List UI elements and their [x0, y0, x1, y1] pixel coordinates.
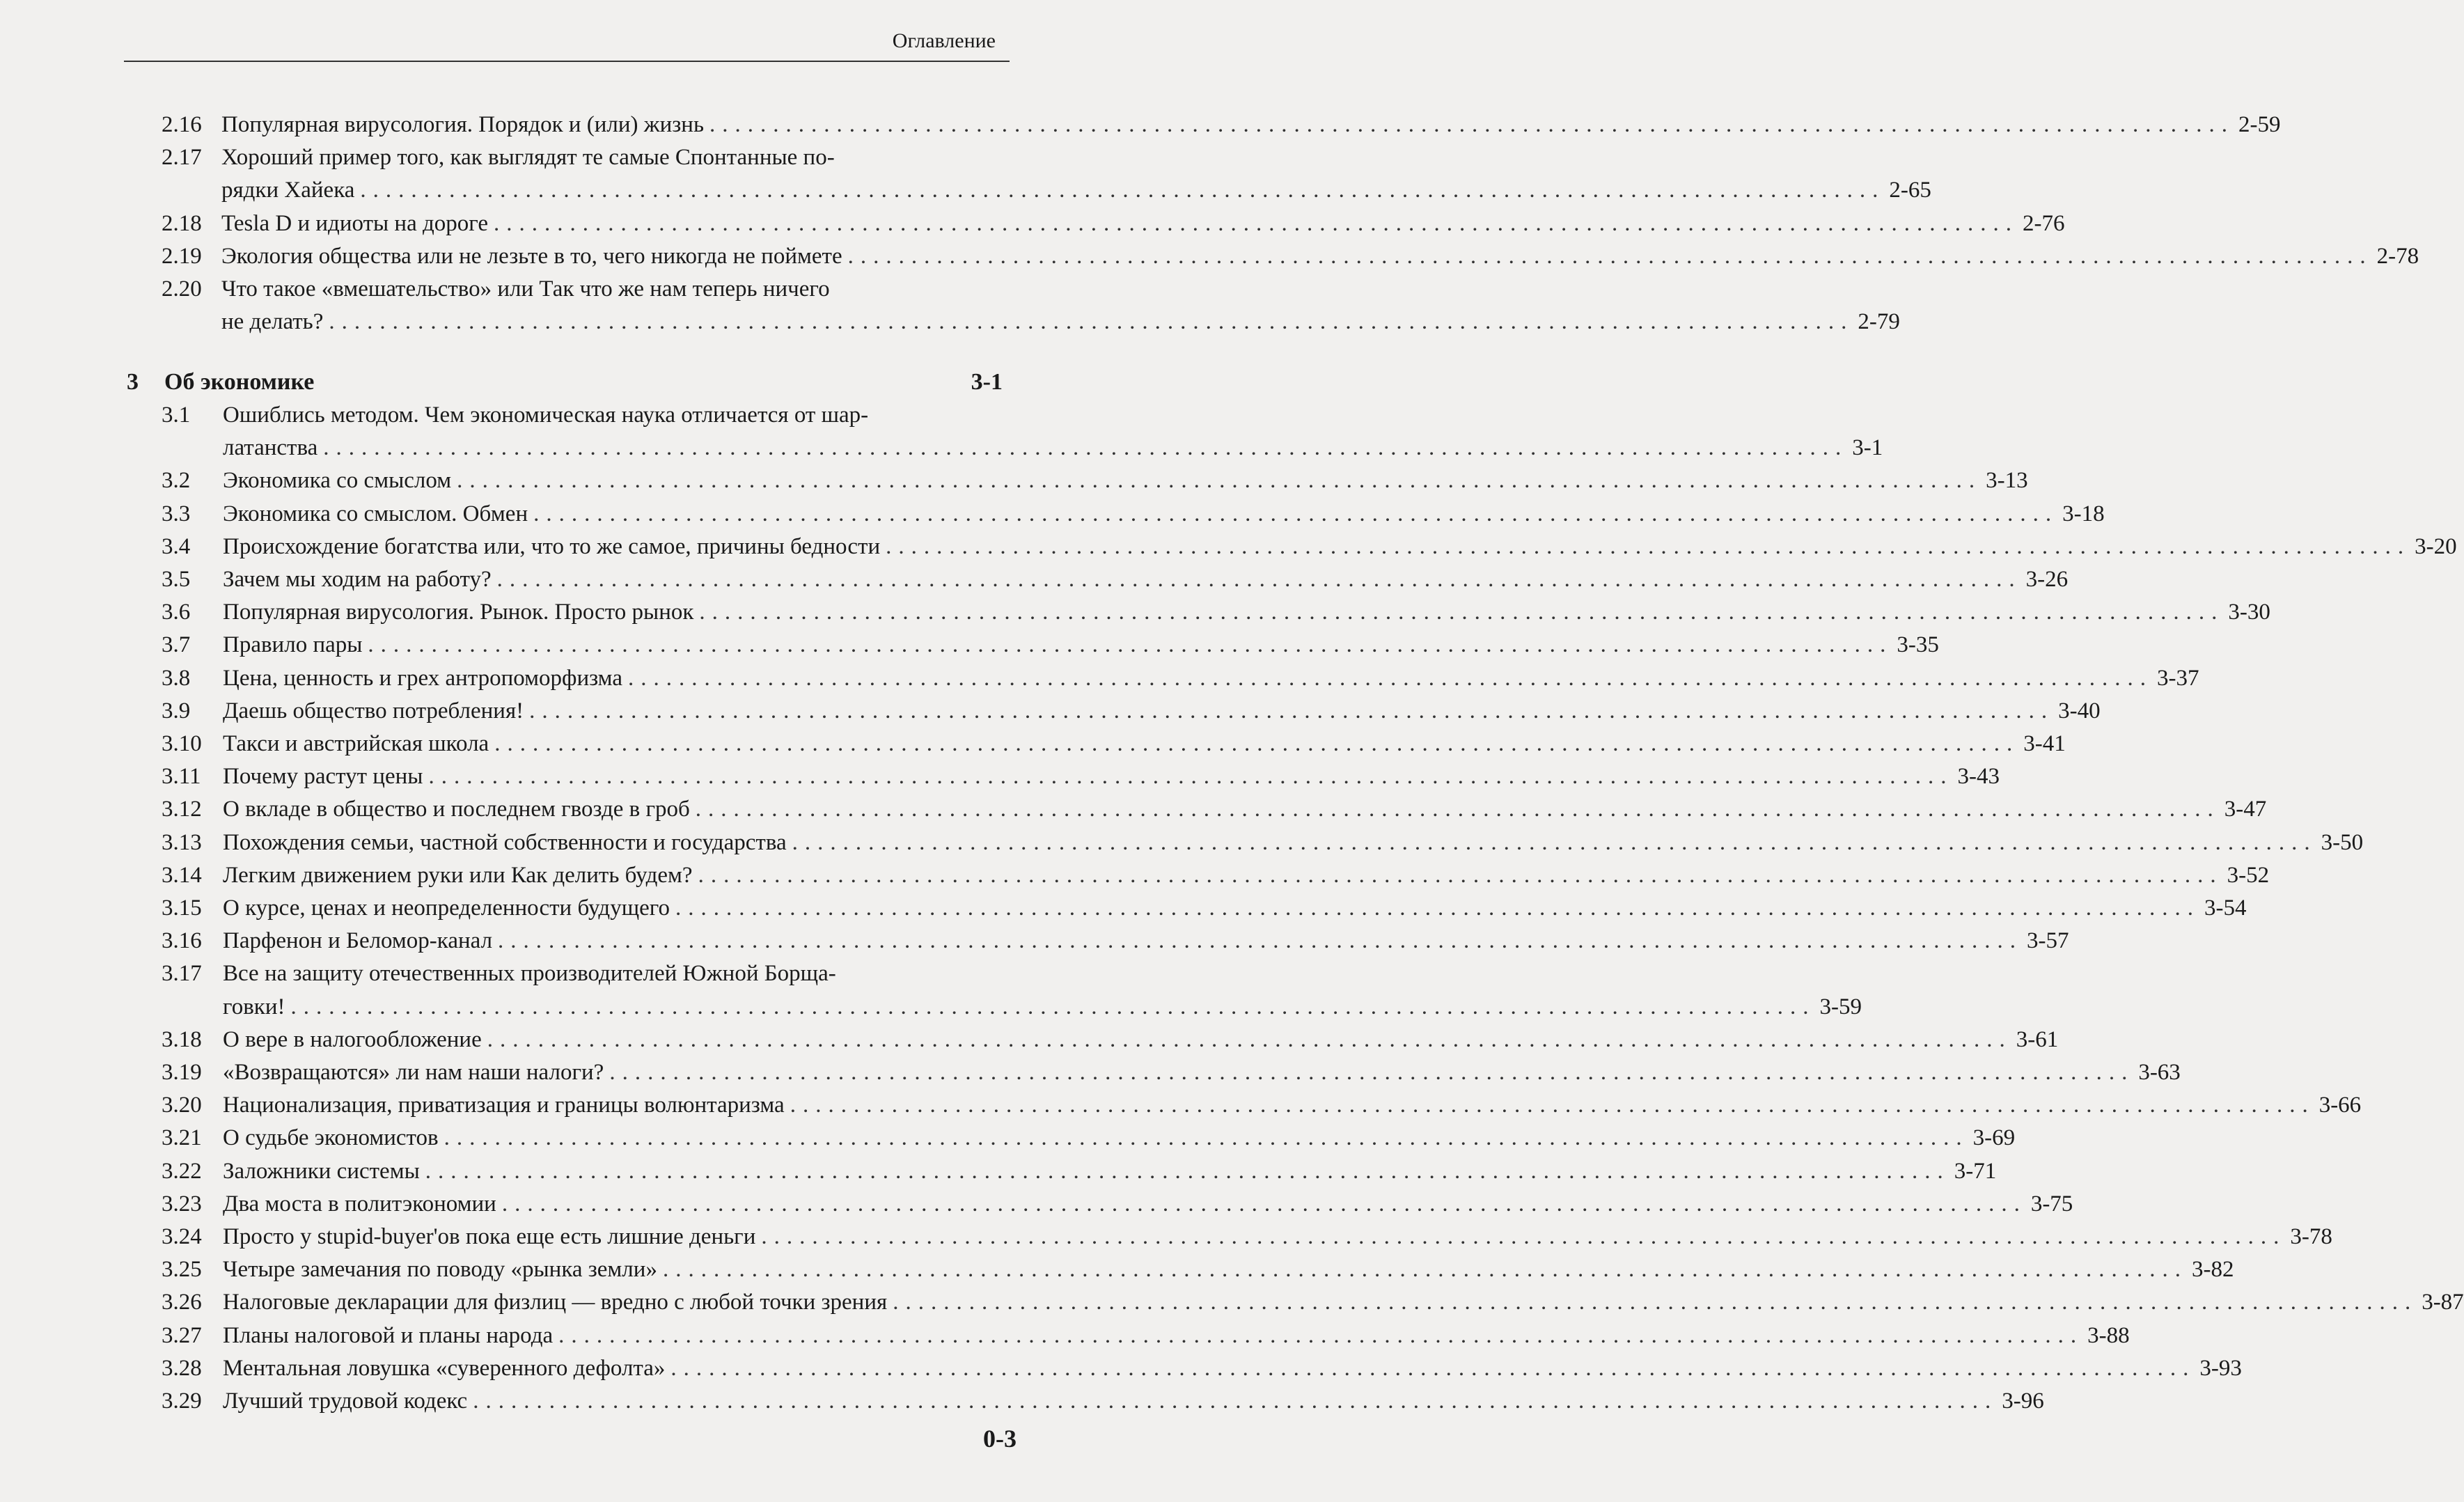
dot-leader: ........................................................................................................................	[709, 112, 2234, 137]
toc-entry-page: 3-63	[2138, 1060, 2181, 1085]
toc-entry-page: 3-59	[1819, 994, 1862, 1019]
toc-entry-title: Налоговые декларации для физлиц — вредно с любой точки зрения	[223, 1290, 888, 1315]
toc-entry-line[interactable]	[221, 272, 1006, 306]
dot-leader: ........................................................................................................................	[360, 178, 1885, 203]
toc-entry-page: 3-43	[1957, 764, 2000, 790]
toc-entry-number: 3.13	[162, 829, 202, 855]
dot-leader: ........................................................................................................................	[501, 1191, 2027, 1217]
dot-leader: ........................................................................................................................	[473, 1388, 1998, 1414]
dot-leader: ........................................................................................................................	[790, 1093, 2315, 1118]
toc-entry-number: 3.4	[162, 533, 191, 559]
toc-entry-number: 2.19	[162, 243, 202, 269]
toc-entry-page: 3-75	[2030, 1191, 2073, 1217]
toc-entry-line[interactable]	[223, 1319, 2130, 1352]
toc-entry-number: 2.17	[162, 145, 202, 171]
toc-entry-page: 3-37	[2156, 665, 2199, 691]
toc-entry-title: говки!	[223, 994, 285, 1019]
toc-entry-number: 3.26	[162, 1290, 202, 1315]
toc-entry-line[interactable]	[223, 1285, 2464, 1319]
toc-entry-number: 3.21	[162, 1125, 202, 1151]
toc-entry-line[interactable]	[223, 431, 1883, 464]
toc-entry-line[interactable]	[223, 1352, 2242, 1385]
toc-entry-page: 3-71	[1954, 1158, 1997, 1184]
toc-entry-number: 3.23	[162, 1191, 202, 1217]
toc-entry-number: 2.18	[162, 210, 202, 236]
dot-leader: ........................................................................................................................	[609, 1060, 2135, 1085]
toc-entry-line[interactable]	[223, 1023, 2059, 1056]
toc-entry-line[interactable]	[223, 990, 1862, 1024]
toc-entry-title: Почему растут цены	[223, 764, 423, 790]
dot-leader: ........................................................................................................................	[529, 698, 2055, 723]
toc-entry-title: Ментальная ловушка «суверенного дефолта»	[223, 1355, 666, 1381]
toc-entry-line[interactable]	[223, 957, 1018, 990]
toc-entry-title: Что такое «вмешательство» или Так что же нам теперь ничего	[221, 276, 830, 302]
toc-entry-number: 3.8	[162, 665, 191, 691]
dot-leader: ........................................................................................................................	[886, 533, 2411, 559]
toc-entry-title: Экономика со смыслом. Обмен	[223, 501, 528, 526]
toc-entry-number: 3.20	[162, 1093, 202, 1118]
toc-entry-line[interactable]	[223, 563, 2069, 596]
toc-entry-number: 3.5	[162, 567, 191, 592]
toc-entry-number: 3.10	[162, 731, 202, 756]
dot-leader: ........................................................................................................................	[487, 1026, 2012, 1052]
toc-entry-number: 3.6	[162, 600, 191, 625]
toc-entry-number: 3.29	[162, 1388, 202, 1414]
toc-entry-number: 3.15	[162, 895, 202, 921]
toc-entry-line[interactable]	[223, 924, 2069, 957]
toc-entry-line[interactable]	[223, 1056, 2181, 1089]
toc-entry-title: «Возвращаются» ли нам наши налоги?	[223, 1060, 604, 1085]
toc-entry-page: 3-66	[2318, 1093, 2362, 1118]
toc-entry-line[interactable]	[223, 826, 2364, 859]
toc-entry-line[interactable]	[223, 1187, 2073, 1221]
toc-entry-title: Происхождение богатства или, что то же самое, причины бедности	[223, 533, 881, 559]
dot-leader: ........................................................................................................................	[494, 731, 2020, 756]
toc-entry-line[interactable]	[223, 1155, 1997, 1188]
toc-entry-line[interactable]	[223, 694, 2101, 728]
toc-entry-number: 3.17	[162, 961, 202, 987]
toc-entry-number: 3.24	[162, 1224, 202, 1249]
toc-entry-line[interactable]	[223, 1121, 2016, 1155]
toc-entry-line[interactable]	[223, 1253, 2234, 1286]
toc-entry-page: 2-78	[2376, 243, 2419, 269]
toc-entry-title: Четыре замечания по поводу «рынка земли»	[223, 1257, 657, 1283]
toc-entry-number: 3.9	[162, 698, 191, 723]
toc-entry-line[interactable]	[223, 628, 1939, 662]
dot-leader: ........................................................................................................................	[699, 600, 2224, 625]
toc-entry-title: Национализация, приватизация и границы волюнтаризма	[223, 1093, 785, 1118]
toc-entry-title: Популярная вирусология. Порядок и (или) жизнь	[221, 112, 704, 137]
toc-entry-number: 3.16	[162, 928, 202, 954]
dot-leader: ........................................................................................................................	[670, 1355, 2196, 1381]
dot-leader: ........................................................................................................................	[428, 764, 1954, 790]
toc-entry-page: 3-82	[2191, 1257, 2234, 1283]
chapter-page-number: 3-1	[971, 369, 1003, 395]
toc-entry-number: 2.16	[162, 112, 202, 137]
toc-entry-title: Планы налоговой и планы народа	[223, 1322, 554, 1348]
dot-leader: ........................................................................................................................	[494, 210, 2019, 236]
toc-entry-line[interactable]	[221, 207, 2065, 240]
toc-entry-title: Похождения семьи, частной собственности и государства	[223, 829, 787, 855]
toc-entry-line[interactable]	[223, 792, 2267, 826]
dot-leader: ........................................................................................................................	[496, 567, 2022, 592]
toc-entry-page: 2-59	[2238, 112, 2281, 137]
toc-entry-title: не делать?	[221, 309, 324, 335]
dot-leader: ........................................................................................................................	[627, 665, 2153, 691]
toc-entry-number: 3.3	[162, 501, 191, 526]
chapter-number: 3	[127, 369, 139, 395]
toc-entry-line[interactable]	[223, 1384, 2044, 1418]
toc-entry-line[interactable]	[223, 760, 2000, 793]
toc-entry-number: 3.1	[162, 402, 191, 428]
toc-entry-number: 3.18	[162, 1026, 202, 1052]
toc-entry-line[interactable]	[221, 173, 1931, 207]
toc-entry-line[interactable]	[221, 240, 2419, 273]
toc-entry-number: 3.19	[162, 1060, 202, 1085]
toc-entry-number: 3.14	[162, 862, 202, 888]
toc-entry-page: 3-41	[2023, 731, 2066, 756]
toc-entry-page: 2-79	[1858, 309, 1900, 335]
toc-entry-line[interactable]	[223, 859, 2270, 892]
dot-leader: ........................................................................................................................	[698, 862, 2223, 888]
dot-leader: ........................................................................................................................	[695, 797, 2220, 822]
dot-leader: ........................................................................................................................	[847, 243, 2373, 269]
chapter-title: Об экономике	[164, 369, 315, 395]
dot-leader: ........................................................................................................................	[761, 1224, 2286, 1249]
toc-entry-number: 3.25	[162, 1257, 202, 1283]
toc-entry-title: Цена, ценность и грех антропоморфизма	[223, 665, 622, 691]
dot-leader: ........................................................................................................................	[425, 1158, 1950, 1184]
toc-entry-line[interactable]	[223, 727, 2066, 760]
toc-entry-number: 3.27	[162, 1322, 202, 1348]
toc-entry-line[interactable]	[221, 141, 1006, 174]
toc-entry-page: 3-30	[2228, 600, 2270, 625]
toc-entry-page: 3-26	[2025, 567, 2069, 592]
toc-entry-title: Просто у stupid-buyer'ов пока еще есть лишние деньги	[223, 1224, 756, 1249]
toc-entry-title: О судьбе экономистов	[223, 1125, 439, 1151]
toc-entry-number: 3.12	[162, 797, 202, 822]
toc-entry-title: Правило пары	[223, 632, 363, 658]
dot-leader: ........................................................................................................................	[290, 994, 1816, 1019]
toc-entry-title: Tesla D и идиоты на дороге	[221, 210, 489, 236]
toc-entry-page: 3-18	[2062, 501, 2105, 526]
toc-entry-page: 2-76	[2023, 210, 2065, 236]
toc-entry-page: 3-88	[2087, 1322, 2130, 1348]
toc-entry-number: 3.2	[162, 468, 191, 494]
toc-entry-title: Лучший трудовой кодекс	[223, 1388, 468, 1414]
dot-leader: ........................................................................................................................	[662, 1257, 2188, 1283]
toc-entry-page: 3-54	[2204, 895, 2247, 921]
toc-entry-page: 3-93	[2199, 1355, 2242, 1381]
dot-leader: ........................................................................................................................	[329, 309, 1854, 335]
toc-entry-title: Заложники системы	[223, 1158, 420, 1184]
toc-entry-page: 3-40	[2058, 698, 2101, 723]
toc-entry-number: 3.28	[162, 1355, 202, 1381]
toc-entry-page: 3-87	[2422, 1290, 2464, 1315]
toc-entry-page: 3-47	[2224, 797, 2267, 822]
toc-entry-page: 3-78	[2290, 1224, 2332, 1249]
page-number: 0-3	[983, 1425, 1017, 1453]
toc-entry-title: Легким движением руки или Как делить будем?	[223, 862, 693, 888]
toc-entry-line[interactable]	[223, 530, 2457, 563]
toc-entry-title: Парфенон и Беломор-канал	[223, 928, 493, 954]
dot-leader: ........................................................................................................................	[675, 895, 2200, 921]
dot-leader: ........................................................................................................................	[558, 1322, 2084, 1348]
dot-leader: ........................................................................................................................	[792, 829, 2317, 855]
toc-entry-number: 3.7	[162, 632, 191, 658]
toc-entry-page: 3-50	[2321, 829, 2364, 855]
toc-entry-title: Экология общества или не лезьте в то, чего никогда не поймете	[221, 243, 842, 269]
toc-entry-line[interactable]	[223, 398, 1018, 432]
toc-entry-line[interactable]	[223, 595, 2270, 629]
toc-entry-title: О вере в налогообложение	[223, 1026, 482, 1052]
toc-entry-title: Даешь общество потребления!	[223, 698, 524, 723]
toc-entry-page: 3-20	[2415, 533, 2457, 559]
dot-leader: ........................................................................................................................	[323, 435, 1849, 461]
toc-entry-title: Хороший пример того, как выглядят те самые Спонтанные по-	[221, 145, 835, 171]
dot-leader: ........................................................................................................................	[498, 928, 2023, 954]
toc-entry-title: латанства	[223, 435, 318, 461]
toc-entry-number: 3.11	[162, 764, 201, 790]
dot-leader: ........................................................................................................................	[444, 1125, 1969, 1151]
toc-entry-page: 3-13	[1986, 468, 2028, 494]
dot-leader: ........................................................................................................................	[893, 1290, 2418, 1315]
toc-entry-title: Два моста в политэкономии	[223, 1191, 496, 1217]
toc-entry-page: 3-52	[2227, 862, 2270, 888]
toc-entry-title: О вкладе в общество и последнем гвозде в гроб	[223, 797, 690, 822]
toc-entry-line[interactable]	[221, 108, 2281, 141]
toc-entry-page: 3-57	[2027, 928, 2069, 954]
toc-entry-line[interactable]	[223, 497, 2105, 531]
toc-entry-title: рядки Хайека	[221, 178, 355, 203]
toc-entry-title: Такси и австрийская школа	[223, 731, 489, 756]
toc-entry-page: 2-65	[1889, 178, 1931, 203]
toc-entry-title: Ошиблись методом. Чем экономическая наука отличается от шар-	[223, 402, 869, 428]
toc-entry-line[interactable]	[223, 464, 2028, 497]
toc-entry-page: 3-1	[1852, 435, 1883, 461]
toc-entry-line[interactable]	[223, 1220, 2332, 1253]
toc-entry-number: 2.20	[162, 276, 202, 302]
toc-entry-line[interactable]	[223, 662, 2199, 695]
dot-leader: ........................................................................................................................	[533, 501, 2059, 526]
toc-entry-title: Экономика со смыслом	[223, 468, 452, 494]
toc-entry-line[interactable]	[223, 1088, 2362, 1122]
toc-entry-page: 3-61	[2016, 1026, 2059, 1052]
toc-entry-line[interactable]	[221, 305, 1900, 338]
toc-entry-page: 3-96	[2002, 1388, 2044, 1414]
toc-entry-page: 3-35	[1897, 632, 1939, 658]
toc-entry-title: Зачем мы ходим на работу?	[223, 567, 492, 592]
toc-entry-title: О курсе, ценах и неопределенности будущего	[223, 895, 670, 921]
toc-entry-number: 3.22	[162, 1158, 202, 1184]
dot-leader: ........................................................................................................................	[457, 468, 1982, 494]
toc-entry-title: Все на защиту отечественных производителей Южной Борща-	[223, 961, 836, 987]
toc-entry-page: 3-69	[1972, 1125, 2016, 1151]
toc-entry-line[interactable]	[223, 891, 2247, 925]
dot-leader: ........................................................................................................................	[368, 632, 1893, 658]
toc-entry-title: Популярная вирусология. Рынок. Просто рынок	[223, 600, 694, 625]
running-header-title: Оглавление	[892, 29, 996, 52]
